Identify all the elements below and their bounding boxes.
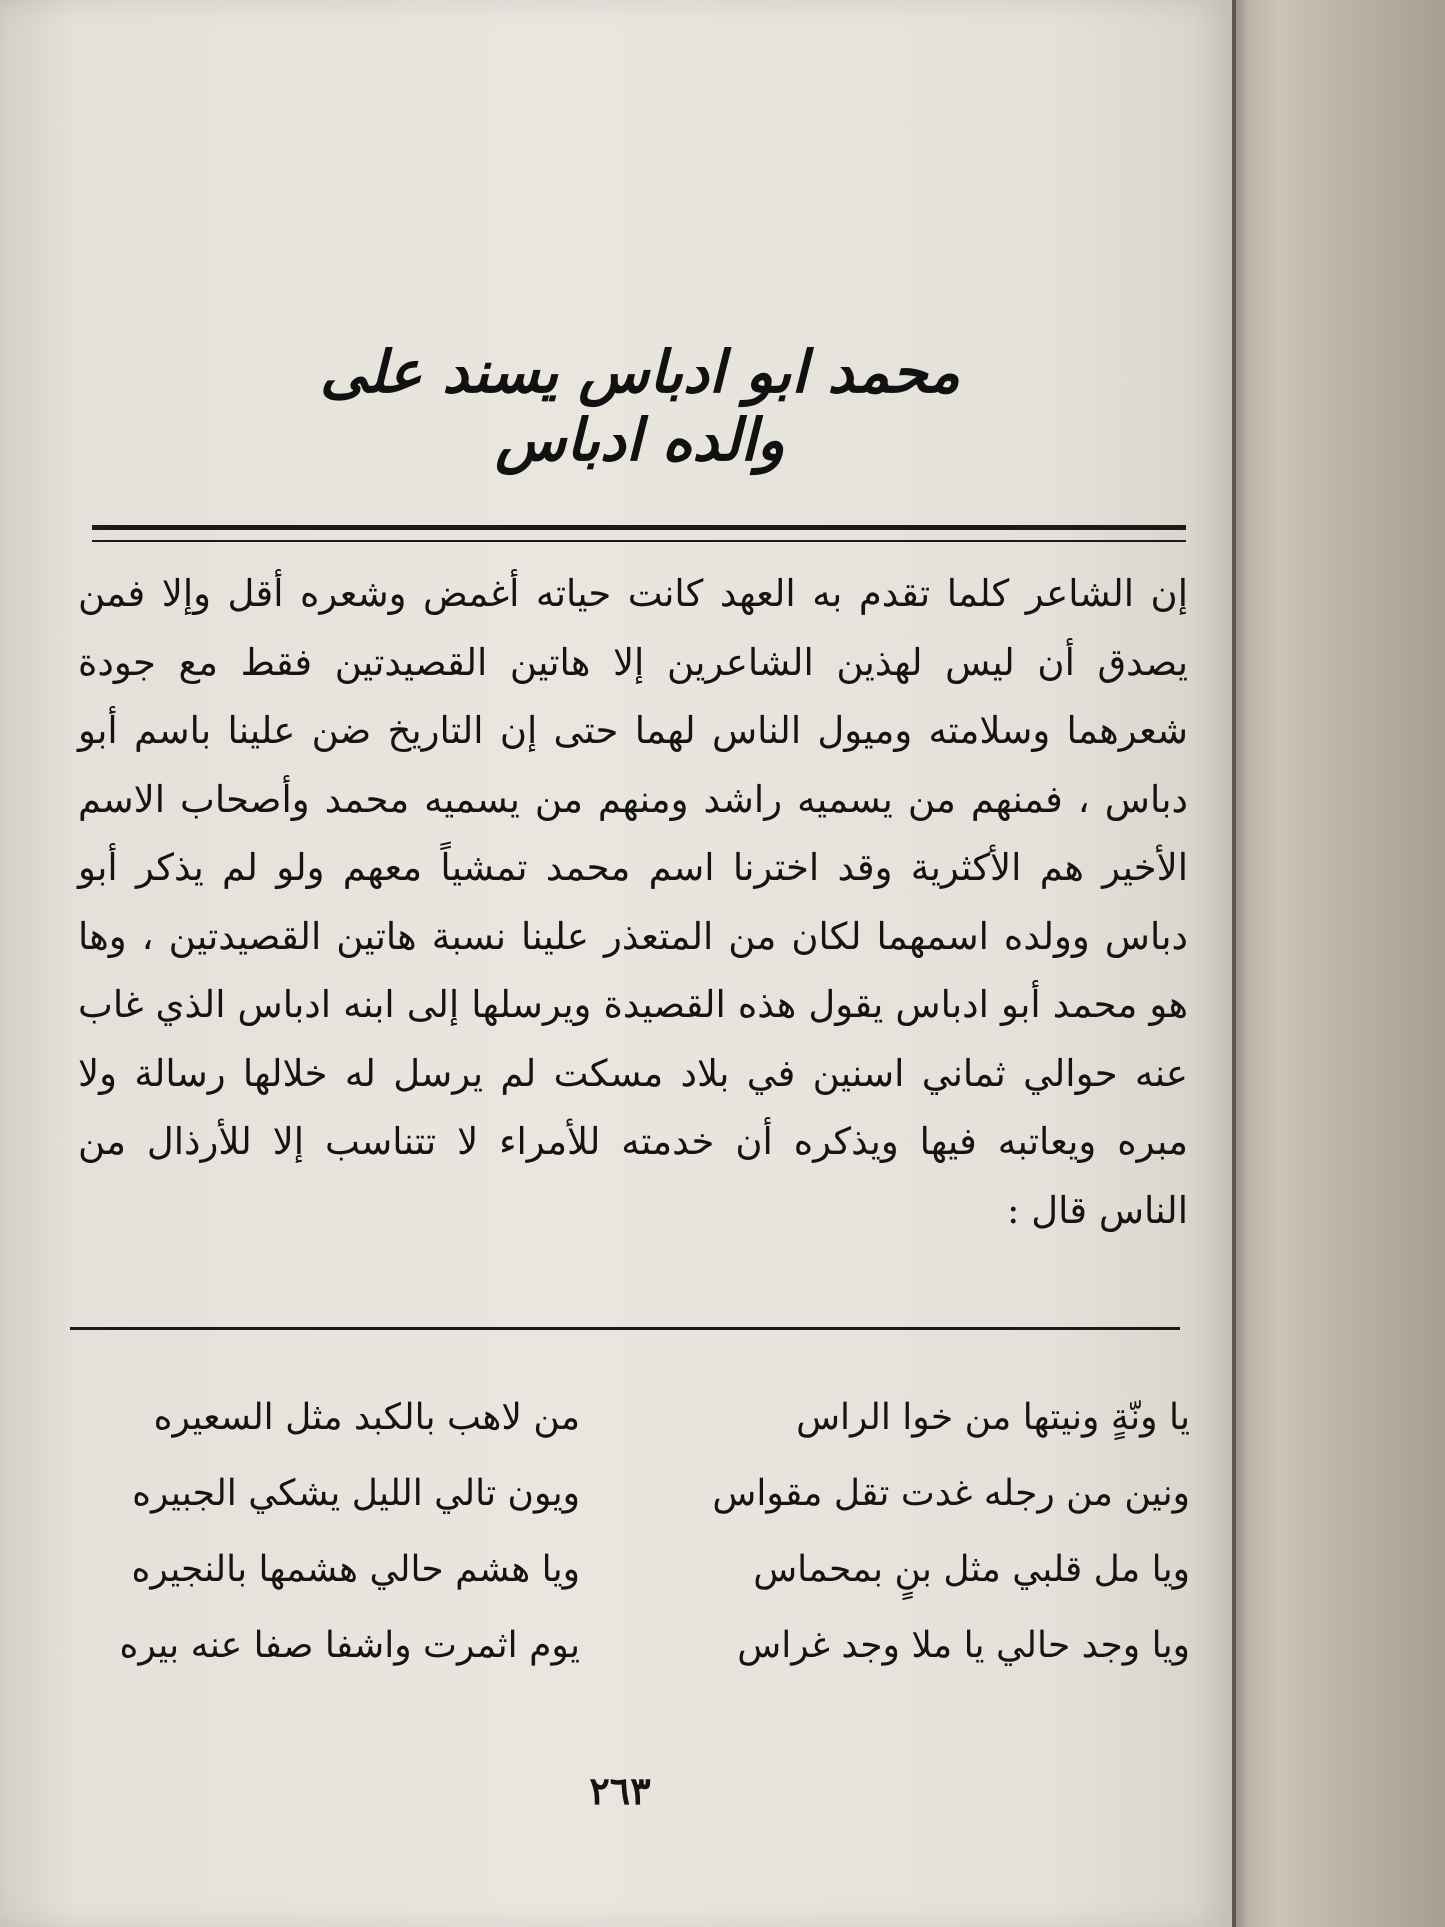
poem — [60, 1380, 1190, 1684]
poem-second-hemistich: يوم اثمرت واشفا صفا عنه بيره — [119, 1625, 580, 1666]
poem-couplet — [60, 1532, 1190, 1608]
poem-first-hemistich: ويا مل قلبي مثل بنٍ بمحماس — [753, 1549, 1190, 1590]
poem-second-hemistich: ويون تالي الليل يشكي الجبيره — [132, 1473, 580, 1514]
poem-first-hemistich: يا ونّةٍ ونيتها من خوا الراس — [796, 1397, 1190, 1438]
poem-couplet — [60, 1456, 1190, 1532]
poem-couplet — [60, 1380, 1190, 1456]
title-divider — [92, 525, 1186, 542]
page-edges — [1232, 0, 1445, 1927]
poem-second-hemistich: ويا هشم حالي هشمها بالنجيره — [131, 1549, 580, 1590]
poem-first-hemistich: ويا وجد حالي يا ملا وجد غراس — [737, 1625, 1190, 1666]
page-number: ٢٦٣ — [589, 1768, 651, 1813]
chapter-title: محمد ابو ادباس يسند على والده ادباس — [319, 338, 960, 474]
page-gutter-line — [1232, 0, 1236, 1927]
poem-divider — [70, 1327, 1180, 1330]
poem-second-hemistich: من لاهب بالكبد مثل السعيره — [153, 1397, 580, 1438]
body-paragraph: إن الشاعر كلما تقدم به العهد كانت حياته أغمض وشعره أقل وإلا فمن يصدق أن ليس لهذين الشاعرين إلا هاتين القصيدتين فقط مع جودة شعرهما وسلامته وميول الناس لهما حتى إن التاريخ ضن علينا باسم أبو دباس ، فمنهم من يسميه راشد ومنهم من يسميه محمد وأصحاب الاسم الأخير هم الأكثرية وقد اخترنا اسم محمد تمشياً معهم ولو لم يذكر أبو دباس وولده اسمهما لكان من المتعذر علينا نسبة هاتين القصيدتين ، وها هو محمد أبو ادباس يقول هذه القصيدة ويرسلها إلى ابنه ادباس الذي غاب عنه حوالي ثماني اسنين في بلاد مسكت لم يرسل له خلالها رسالة ولا مبره ويعاتبه فيها ويذكره أن خدمته للأمراء لا تتناسب إلا للأرذال من الناس قال : — [78, 572, 1188, 1232]
poem-couplet — [60, 1608, 1190, 1684]
poem-first-hemistich: ونين من رجله غدت تقل مقواس — [712, 1473, 1190, 1514]
